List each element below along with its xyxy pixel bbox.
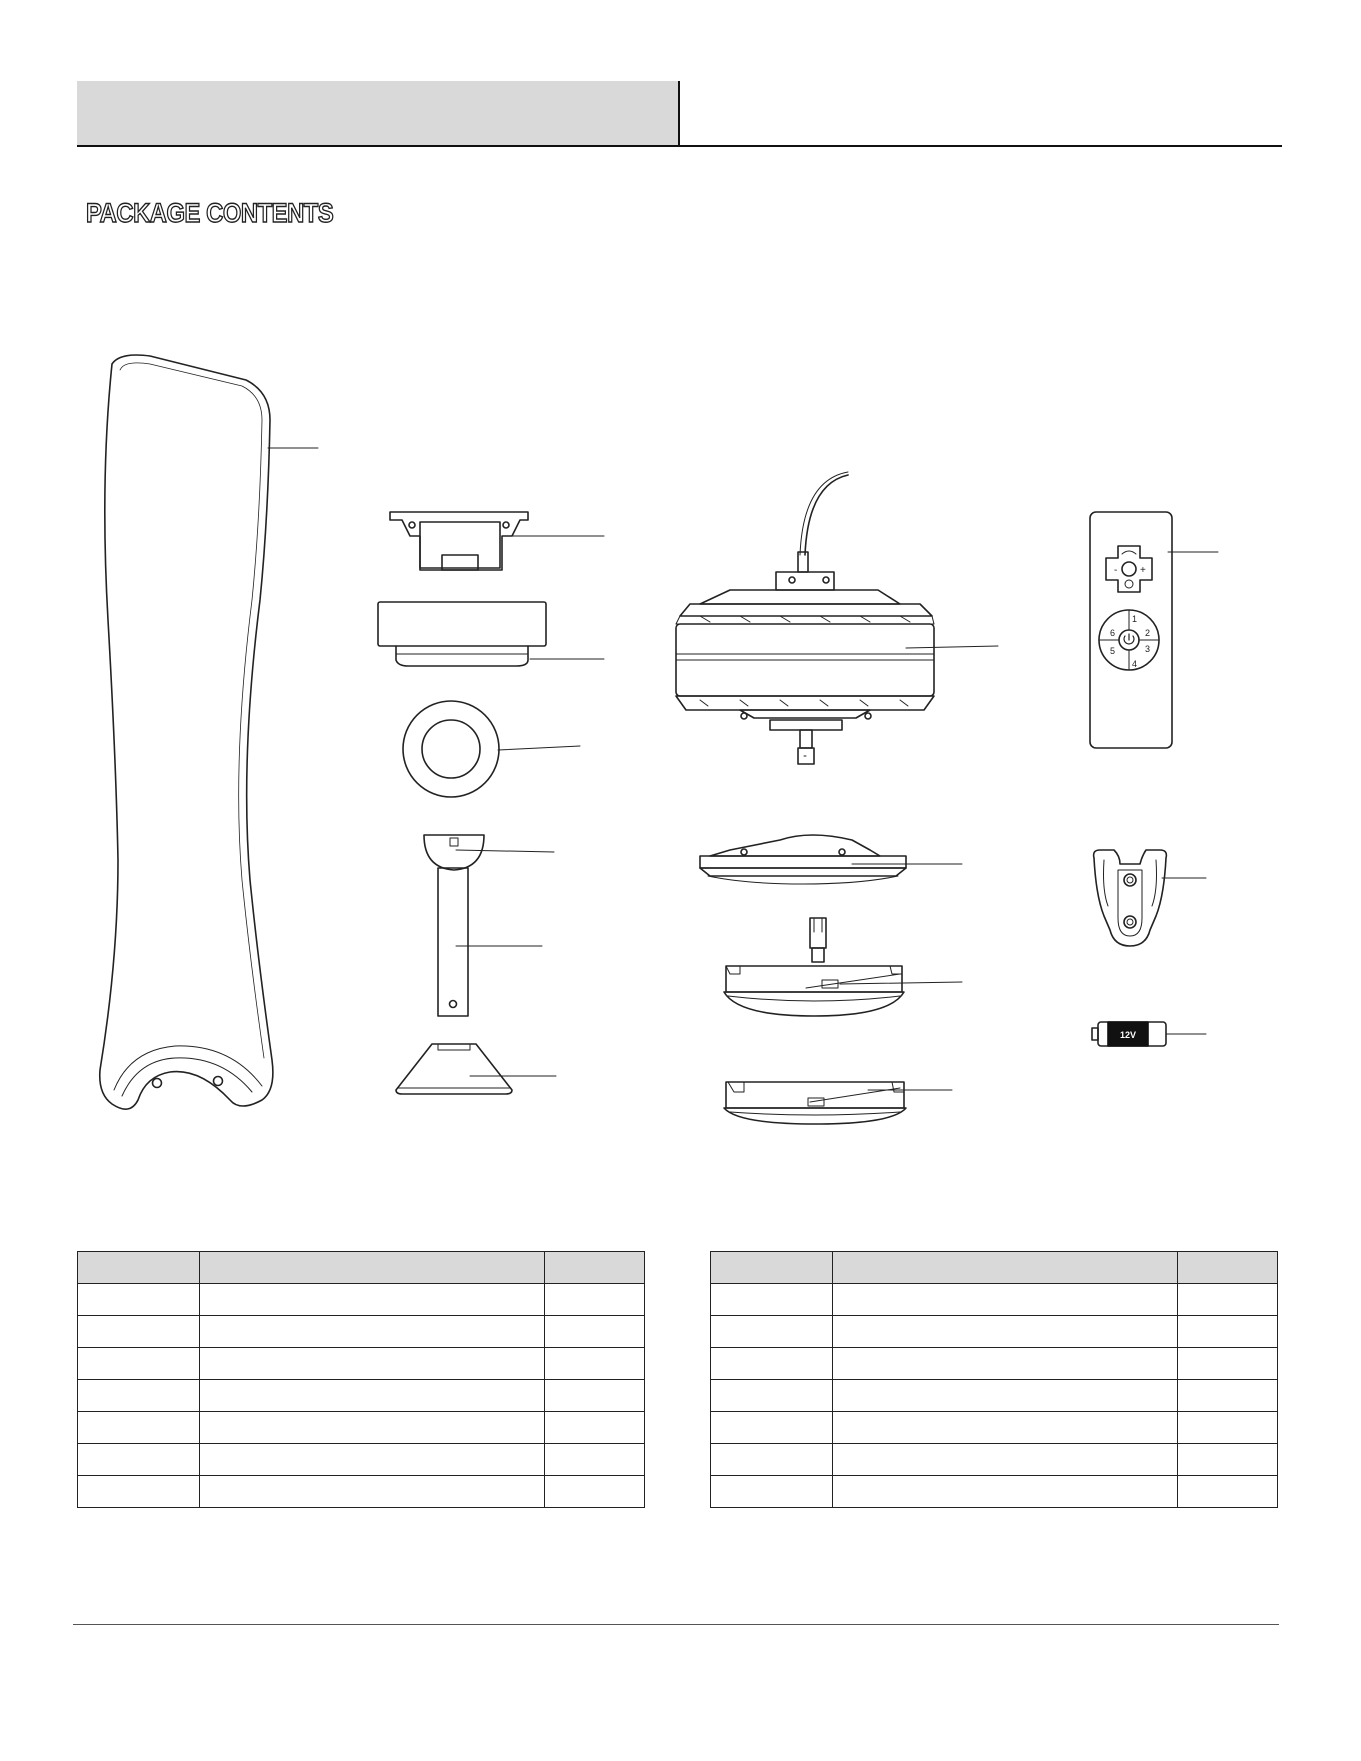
header-gray-block	[77, 81, 680, 145]
table-cell	[545, 1380, 645, 1412]
battery-label: 12V	[1119, 1030, 1137, 1040]
table-cell	[1178, 1284, 1278, 1316]
table-cell	[833, 1348, 1178, 1380]
table-row	[711, 1348, 1278, 1380]
motor-assembly-drawing	[676, 472, 998, 764]
svg-text:6: 6	[1110, 628, 1116, 638]
table-cell	[1178, 1380, 1278, 1412]
table-cell	[78, 1348, 200, 1380]
table-header-part	[711, 1252, 833, 1284]
table-row	[78, 1476, 645, 1508]
table-header-description	[833, 1252, 1178, 1284]
table-header-row	[711, 1252, 1278, 1284]
table-cell	[200, 1284, 545, 1316]
footer-rule	[73, 1624, 1279, 1625]
table-row	[78, 1348, 645, 1380]
section-title: PACKAGE CONTENTS	[86, 198, 334, 228]
canopy-cover-drawing	[396, 1044, 556, 1094]
table-cell	[200, 1476, 545, 1508]
table-cell	[711, 1284, 833, 1316]
table-cell	[833, 1316, 1178, 1348]
remote-control-drawing	[1090, 512, 1218, 748]
remote-holder-drawing	[1094, 850, 1206, 946]
table-cell	[200, 1444, 545, 1476]
light-cover-drawing	[724, 1082, 952, 1124]
table-cell	[833, 1444, 1178, 1476]
table-cell	[78, 1412, 200, 1444]
mounting-bracket-drawing	[390, 512, 604, 570]
table-cell	[833, 1380, 1178, 1412]
table-cell	[200, 1348, 545, 1380]
table-cell	[711, 1444, 833, 1476]
table-cell	[78, 1444, 200, 1476]
table-row	[78, 1412, 645, 1444]
table-cell	[711, 1412, 833, 1444]
table-cell	[711, 1348, 833, 1380]
table-cell	[78, 1284, 200, 1316]
table-cell	[545, 1444, 645, 1476]
svg-text:-: -	[1114, 565, 1118, 576]
table-cell	[78, 1380, 200, 1412]
table-cell	[1178, 1444, 1278, 1476]
table-cell	[545, 1348, 645, 1380]
switch-housing-drawing	[700, 835, 962, 884]
fan-blade-drawing	[100, 355, 318, 1109]
parts-table-right	[710, 1251, 1278, 1508]
table-row	[711, 1316, 1278, 1348]
svg-text:1: 1	[1132, 614, 1138, 624]
table-row	[78, 1316, 645, 1348]
header-divider	[678, 81, 680, 147]
svg-text:5: 5	[1110, 646, 1116, 656]
table-row	[711, 1444, 1278, 1476]
table-cell	[200, 1412, 545, 1444]
table-cell	[1178, 1316, 1278, 1348]
parts-table-left	[77, 1251, 645, 1508]
table-cell	[833, 1284, 1178, 1316]
table-header-part	[78, 1252, 200, 1284]
table-cell	[78, 1476, 200, 1508]
table-cell	[711, 1476, 833, 1508]
svg-text:2: 2	[1145, 628, 1151, 638]
table-cell	[711, 1380, 833, 1412]
package-contents-illustration	[0, 330, 1361, 1150]
table-row	[78, 1284, 645, 1316]
svg-text:3: 3	[1145, 644, 1151, 654]
table-cell	[1178, 1412, 1278, 1444]
table-cell	[833, 1476, 1178, 1508]
table-cell	[78, 1316, 200, 1348]
svg-text:+: +	[1140, 565, 1146, 576]
table-cell	[545, 1284, 645, 1316]
table-row	[78, 1380, 645, 1412]
table-cell	[200, 1380, 545, 1412]
table-cell	[545, 1316, 645, 1348]
table-cell	[545, 1476, 645, 1508]
table-cell	[711, 1316, 833, 1348]
canopy-ring-drawing	[403, 701, 580, 797]
svg-text:4: 4	[1132, 659, 1138, 669]
table-header-quantity	[1178, 1252, 1278, 1284]
battery-drawing	[1092, 1022, 1206, 1046]
table-cell	[833, 1412, 1178, 1444]
table-header-quantity	[545, 1252, 645, 1284]
table-cell	[1178, 1476, 1278, 1508]
canopy-drawing	[378, 602, 604, 666]
table-cell	[200, 1316, 545, 1348]
table-row	[78, 1444, 645, 1476]
downrod-drawing	[424, 835, 554, 1016]
table-cell	[545, 1412, 645, 1444]
header-rule	[77, 145, 1282, 147]
table-header-description	[200, 1252, 545, 1284]
table-header-row	[78, 1252, 645, 1284]
table-row	[711, 1284, 1278, 1316]
table-row	[711, 1476, 1278, 1508]
table-row	[711, 1380, 1278, 1412]
led-light-kit-drawing	[724, 918, 962, 1016]
table-cell	[1178, 1348, 1278, 1380]
table-row	[711, 1412, 1278, 1444]
